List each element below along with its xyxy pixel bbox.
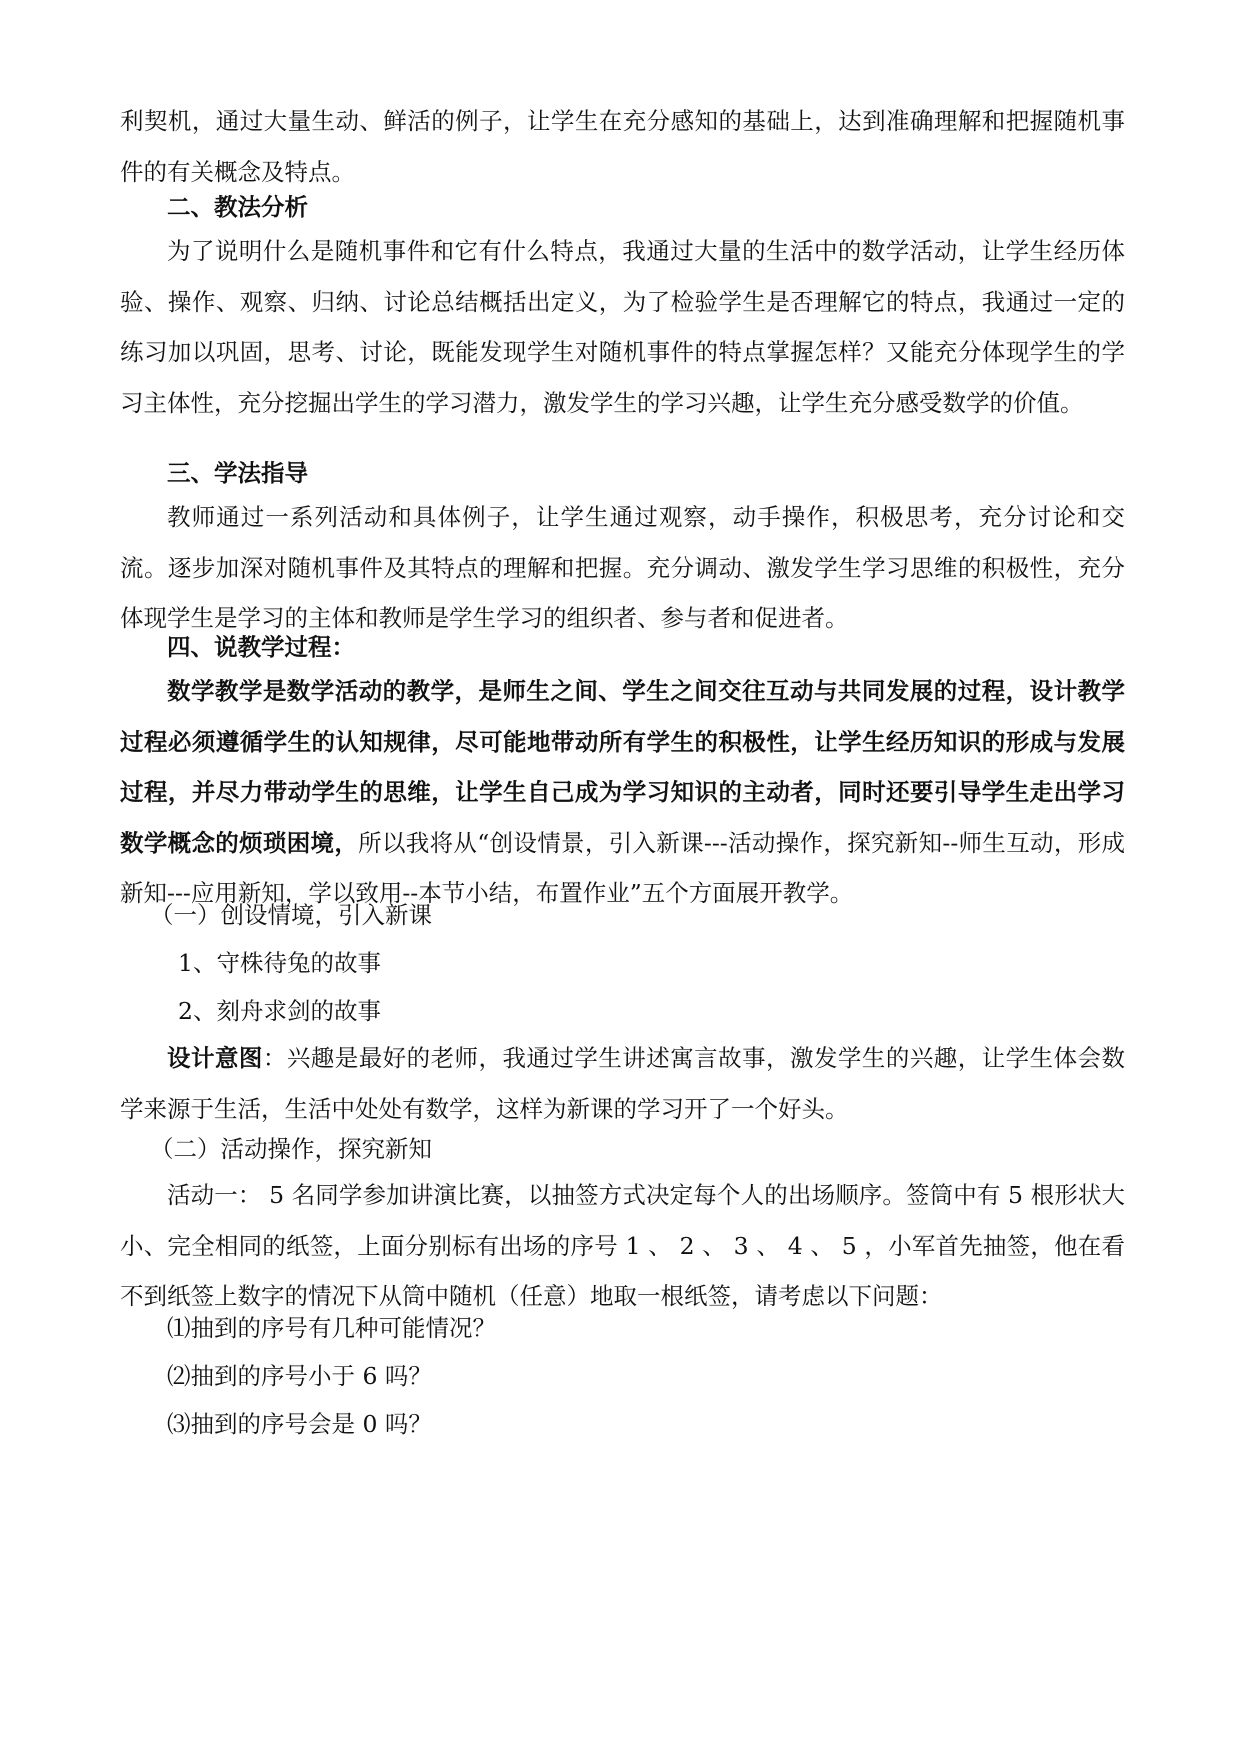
question-text: ⑵抽到的序号小于 6 吗？ — [167, 1362, 432, 1390]
question-1 — [120, 1303, 1125, 1353]
subsection-text: （一）创设情境，引入新课 — [150, 901, 432, 929]
subsection-heading-create-situation — [120, 890, 1125, 940]
paragraph-teaching-process — [120, 666, 1125, 919]
section-heading-teaching-process — [120, 622, 1125, 672]
list-item-text: 2、刻舟求剑的故事 — [178, 997, 381, 1025]
question-2 — [120, 1351, 1125, 1401]
paragraph-teaching-method — [120, 226, 1125, 428]
heading-text: 四、说教学过程： — [167, 633, 355, 661]
paragraph-text: 利契机，通过大量生动、鲜活的例子，让学生在充分感知的基础上，达到准确理解和把握随机事件的有关概念及特点。 — [120, 107, 1125, 186]
paragraph-study-guidance — [120, 492, 1125, 644]
paragraph-text — [120, 666, 1125, 919]
paragraph-design-intent — [120, 1033, 1125, 1134]
section-heading-study-guidance — [120, 448, 1125, 498]
list-item-story-2 — [120, 986, 1125, 1036]
paragraph-text: 为了说明什么是随机事件和它有什么特点，我通过大量的生活中的数学活动，让学生经历体验、操作、观察、归纳、讨论总结概括出定义，为了检验学生是否理解它的特点，我通过一定的练习加以巩固，思考、讨论，既能发现学生对随机事件的特点掌握怎样？又能充分体现学生的学习主体性，充分挖掘出学生的学习潜力，激发学生的学习兴趣，让学生充分感受数学的价值。 — [120, 237, 1125, 417]
paragraph-text — [120, 1033, 1125, 1134]
section-heading-teaching-method — [120, 182, 1125, 232]
list-item-text: 1、守株待兔的故事 — [178, 949, 381, 977]
heading-text: 三、学法指导 — [167, 459, 308, 487]
paragraph-text: 活动一： 5 名同学参加讲演比赛，以抽签方式决定每个人的出场顺序。签筒中有 5 根形状大小、完全相同的纸签，上面分别标有出场的序号 1 、 2 、 3 、 4 、 5 ，小军首先抽签，他在看不到纸签上数字的情况下从筒中随机（任意）地取一根纸签，请考虑以下问题： — [120, 1181, 1125, 1310]
heading-text: 二、教法分析 — [167, 193, 308, 221]
paragraph-text: 教师通过一系列活动和具体例子，让学生通过观察，动手操作，积极思考，充分讨论和交流。逐步加深对随机事件及其特点的理解和把握。充分调动、激发学生学习思维的积极性，充分体现学生是学习的主体和教师是学生学习的组织者、参与者和促进者。 — [120, 503, 1125, 632]
question-3 — [120, 1399, 1125, 1449]
subsection-heading-activity-explore — [120, 1124, 1125, 1174]
bold-text: 数学教学是数学活动的教学，是师生之间、学生之间交往互动与共同发展的过程，设计教学过程必须遵循学生的认知规律，尽可能地带动所有学生的积极性，让学生经历知识的形成与发展过程，并尽力带动学生的思维，让学生自己成为学习知识的主动者，同时还要引导学生走出学习数学概念的烦琐困境， — [120, 677, 1125, 857]
list-item-story-1 — [120, 938, 1125, 988]
design-intent-text: ：兴趣是最好的老师，我通过学生讲述寓言故事，激发学生的兴趣，让学生体会数学来源于生活，生活中处处有数学，这样为新课的学习开了一个好头。 — [120, 1044, 1126, 1123]
subsection-text: （二）活动操作，探究新知 — [150, 1135, 432, 1163]
question-text: ⑶抽到的序号会是 0 吗？ — [167, 1410, 432, 1438]
design-intent-label: 设计意图 — [167, 1044, 263, 1072]
paragraph-activity-one — [120, 1170, 1125, 1322]
normal-text: 所以我将从“创设情景，引入新课---活动操作，探究新知--师生互动，形成新知---应用新知，学以致用--本节小结，布置作业”五个方面展开教学。 — [120, 828, 1126, 907]
question-text: ⑴抽到的序号有几种可能情况？ — [167, 1314, 496, 1342]
